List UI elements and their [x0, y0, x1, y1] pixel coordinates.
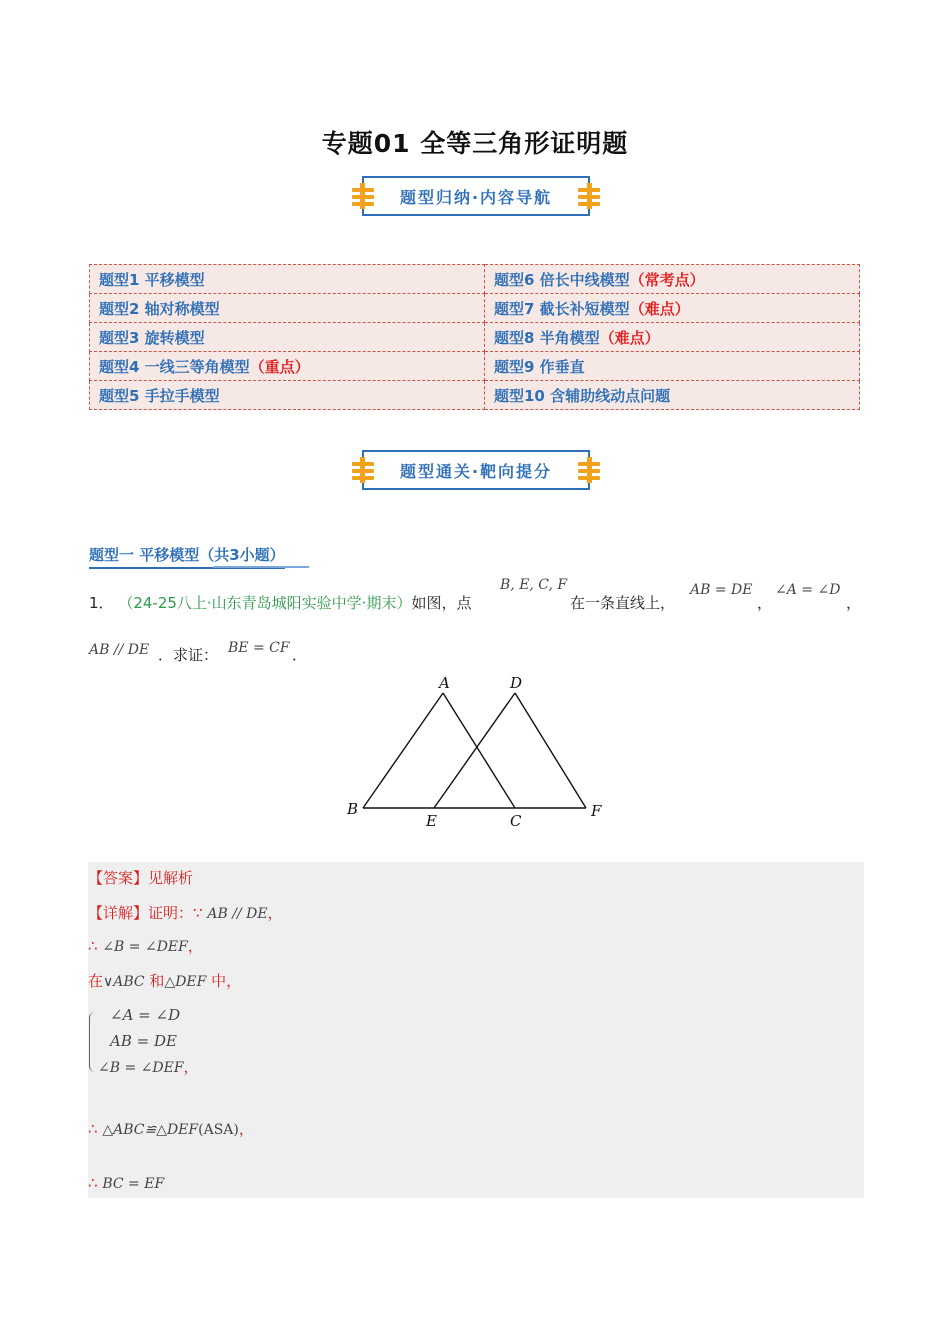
banner-deco-icon — [352, 459, 374, 481]
toc-banner-label: 题型归纳·内容导航 — [399, 187, 553, 207]
question-line-1 — [89, 592, 471, 613]
segment-de — [434, 693, 515, 808]
toc-item-label: 题型6 倍长中线模型 — [494, 270, 630, 289]
answer-box — [88, 862, 864, 1198]
toc-table — [89, 264, 860, 410]
toc-item[interactable] — [485, 323, 860, 352]
system-eq-1: ∠A = ∠D — [110, 1006, 181, 1024]
label-e: E — [426, 812, 437, 830]
toc-item-note: （难点） — [629, 299, 690, 318]
answer-value: 见解析 — [148, 869, 194, 887]
toc-item-label: 题型3 旋转模型 — [99, 328, 205, 347]
because-symbol: ∵ — [193, 904, 203, 922]
toc-item-label: 题型4 一线三等角模型 — [99, 357, 250, 376]
segment-ac — [443, 693, 515, 808]
therefore-symbol: ∴ — [88, 1174, 98, 1192]
goal-math: BE = CF — [228, 640, 290, 656]
toc-row — [90, 294, 860, 323]
congruence-reason: (ASA) — [198, 1122, 239, 1138]
separator: ， — [757, 594, 773, 612]
triangle-def: △DEF — [164, 974, 207, 990]
proof-step-1: AB // DE — [207, 906, 268, 922]
question-text: ．求证： — [158, 646, 219, 664]
toc-row — [90, 323, 860, 352]
system-line-3 — [98, 1056, 199, 1077]
toc-item[interactable] — [90, 265, 485, 294]
in-word: 在 — [88, 972, 104, 990]
section-underline — [213, 563, 312, 568]
condition-2: ∠A = ∠D — [775, 582, 841, 598]
therefore-symbol: ∴ — [88, 937, 98, 955]
toc-item-label: 题型7 截长补短模型 — [494, 299, 630, 318]
proof-line-2 — [88, 935, 203, 956]
toc-row — [90, 265, 860, 294]
answer-line — [88, 867, 193, 888]
detail-line — [88, 902, 283, 923]
page-title: 专题01 全等三角形证明题 — [321, 129, 629, 158]
proof-word: 证明： — [148, 904, 194, 922]
question-text: 如图，点 — [411, 594, 472, 612]
section-heading: 题型一 平移模型（共3小题） — [89, 544, 285, 569]
banner-deco-icon — [352, 185, 374, 207]
segment-ab — [363, 693, 443, 808]
label-f: F — [591, 802, 602, 820]
detail-tag: 【详解】 — [88, 904, 149, 922]
system-eq-3: ∠B = ∠DEF — [98, 1060, 184, 1076]
condition-1: AB = DE — [690, 582, 753, 598]
system-brace — [89, 1012, 98, 1072]
points-math: B, E, C, F — [500, 577, 568, 593]
toc-row — [90, 352, 860, 381]
answer-tag: 【答案】 — [88, 869, 149, 887]
toc-item[interactable] — [90, 294, 485, 323]
toc-banner — [362, 176, 590, 216]
therefore-symbol: ∴ — [88, 1120, 98, 1138]
toc-item[interactable] — [485, 381, 860, 410]
proof-step-2: ∠B = ∠DEF — [102, 939, 188, 955]
question-text: 在一条直线上， — [570, 594, 676, 612]
toc-item[interactable] — [485, 352, 860, 381]
comma: ， — [267, 904, 283, 922]
label-a: A — [439, 674, 450, 692]
label-d: D — [510, 674, 523, 692]
banner-deco-icon — [578, 185, 600, 207]
proof-line-3 — [88, 970, 241, 991]
toc-item-label: 题型10 含辅助线动点问题 — [494, 386, 671, 405]
zhong-word: 中， — [211, 972, 242, 990]
congruence: △ABC≌△DEF — [102, 1122, 199, 1138]
proof-line-4 — [88, 1118, 254, 1139]
segment-df — [515, 693, 586, 808]
separator: ， — [846, 594, 862, 612]
system-eq-2: AB = DE — [110, 1032, 177, 1050]
practice-banner — [362, 450, 590, 490]
label-b: B — [347, 800, 359, 818]
toc-item-note: （常考点） — [629, 270, 705, 289]
comma: ， — [187, 937, 203, 955]
question-source: （24-25八上·山东青岛城阳实验中学·期末） — [118, 594, 412, 612]
toc-item[interactable] — [485, 294, 860, 323]
triangle-figure — [330, 668, 620, 838]
proof-step-5: BC = EF — [102, 1176, 165, 1192]
toc-item-label: 题型2 轴对称模型 — [99, 299, 220, 318]
toc-item-label: 题型9 作垂直 — [494, 357, 585, 376]
toc-row — [90, 381, 860, 410]
toc-item-note: （难点） — [599, 328, 660, 347]
question-end: ． — [292, 646, 308, 664]
practice-banner-label: 题型通关·靶向提分 — [399, 461, 553, 481]
toc-item-label: 题型8 半角模型 — [494, 328, 600, 347]
toc-item[interactable] — [485, 265, 860, 294]
condition-3: AB // DE — [89, 642, 150, 658]
comma: ， — [238, 1120, 254, 1138]
triangle-abc: ∨ABC — [103, 974, 145, 990]
comma: ， — [183, 1058, 199, 1076]
toc-item-note: （重点） — [249, 357, 310, 376]
proof-line-5 — [88, 1174, 164, 1192]
question-number: 1． — [89, 594, 114, 612]
toc-item-label: 题型1 平移模型 — [99, 270, 205, 289]
toc-item[interactable] — [90, 352, 485, 381]
toc-item[interactable] — [90, 381, 485, 410]
label-c: C — [510, 812, 522, 830]
toc-item-label: 题型5 手拉手模型 — [99, 386, 220, 405]
and-word: 和 — [149, 972, 165, 990]
toc-item[interactable] — [90, 323, 485, 352]
banner-deco-icon — [578, 459, 600, 481]
